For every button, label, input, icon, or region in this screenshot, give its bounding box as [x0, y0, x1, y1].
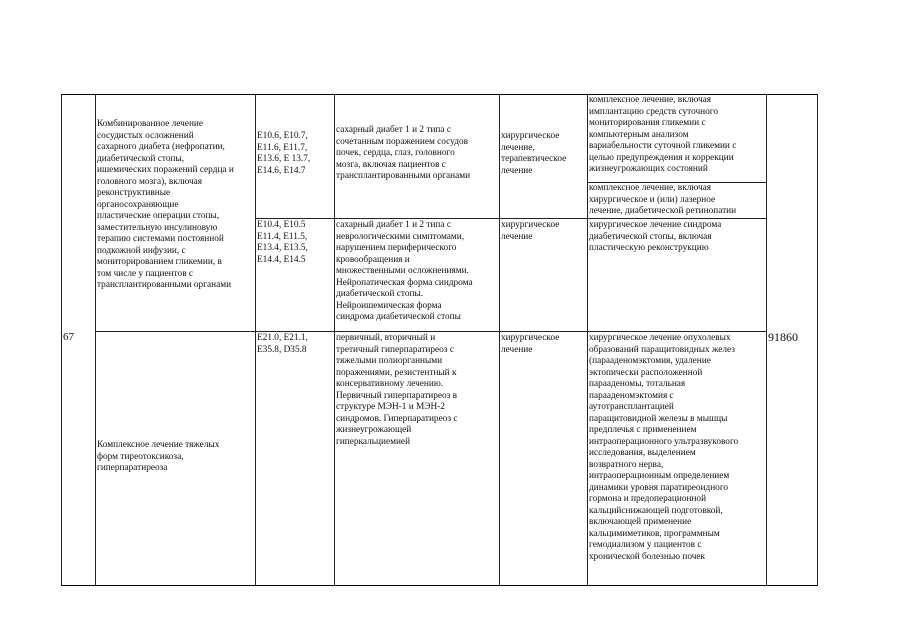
treatment-name-cell: Комбинированное лечение сосудистых осложнений сахарного диабета (нефропатии, диабетической стопы, ишемических поражений сердца и головного мозга), включая реконструктивные органосохраняющие пластические операции стопы, заместительную инсулиновую терапию системами постоянной подкожной инфузии, с мониторированием гликемии, в том числе у пациентов с трансплантированными органами [97, 119, 234, 290]
patient-model-cell: сахарный диабет 1 и 2 типа с неврологическими симптомами, нарушением периферического кровообращения и множественными осложнениями. Нейропатическая форма синдрома диабетической стопы. Нейроишемическая форма синдрома диабетической стопы [336, 220, 473, 322]
row-divider [255, 218, 766, 219]
treatment-name-cell: Комплексное лечение тяжелых форм тиреотоксикоза, гиперпаратиреоза [97, 440, 220, 473]
col-divider [255, 94, 256, 586]
col-divider [61, 94, 62, 586]
treatment-method-cell: хирургическое лечение синдрома диабетической стопы, включая пластическую реконструкцию [589, 220, 722, 253]
icd-codes-cell: E10.4, E10.5 E11.4, E11.5, E13.4, E13.5, E14.4, E14.5 [257, 220, 308, 265]
treatment-type-cell: хирургическое лечение [501, 220, 560, 242]
icd-codes-cell: E21.0, E21.1, E35.8, D35.8 [257, 333, 308, 355]
col-divider [95, 94, 96, 586]
col-divider [766, 94, 767, 586]
treatment-type-cell: хирургическое лечение [501, 333, 560, 355]
price-cell: 91860 [768, 332, 798, 344]
treatment-method-cell: комплексное лечение, включая хирургическое и (или) лазерное лечение, диабетической ретинопатии [589, 183, 737, 216]
treatment-method-cell: хирургическое лечение опухолевых образований паращитовидных желез (парааденомэктомия, удаление эктопически расположенной парааденомы, тотальная парааденомэктомия с аутотрансплантацией паращитовидной железы в мышцы предплечья с применением интраоперационного ультразвукового исследования, выделением возвратного нерва, интраоперационным определением динамики уровня паратиреоидного гормона и предоперационной кальцийснижающей подготовкой, включающей применение кальцимиметиков, программным гемодиализом у пациентов с хронической болезнью почек [589, 333, 739, 562]
col-divider [817, 94, 818, 586]
row-number: 67 [63, 332, 74, 343]
patient-model-cell: первичный, вторичный и третичный гиперпаратиреоз с тяжелыми полиорганными поражениями, резистентный к консервативному лечению. Первичный гиперпаратиреоз в структуре МЭН-1 и МЭН-2 синдромов. Гиперпаратиреоз с жизнеугрожающей гиперкальциемией [336, 333, 458, 447]
col-divider [334, 94, 335, 586]
icd-codes-cell: E10.6, E10.7, E11.6, E11.7, E13.6, E 13.7, E14.6, E14.7 [257, 131, 311, 176]
table-bottom-border [61, 585, 818, 586]
patient-model-cell: сахарный диабет 1 и 2 типа с сочетанным поражением сосудов почек, сердца, глаз, головного мозга, включая пациентов с трансплантированными органами [336, 125, 471, 181]
treatment-type-cell: хирургическое лечение, терапевтическое лечение [501, 131, 567, 176]
col-divider [587, 94, 588, 586]
row-divider [95, 331, 766, 332]
col-divider [499, 94, 500, 586]
treatment-method-cell: комплексное лечение, включая имплантацию средств суточного мониторирования гликемии с компьютерным анализом вариабельности суточной гликемии с целью предупреждения и коррекции жизнеугрожающих состояний [589, 95, 737, 174]
